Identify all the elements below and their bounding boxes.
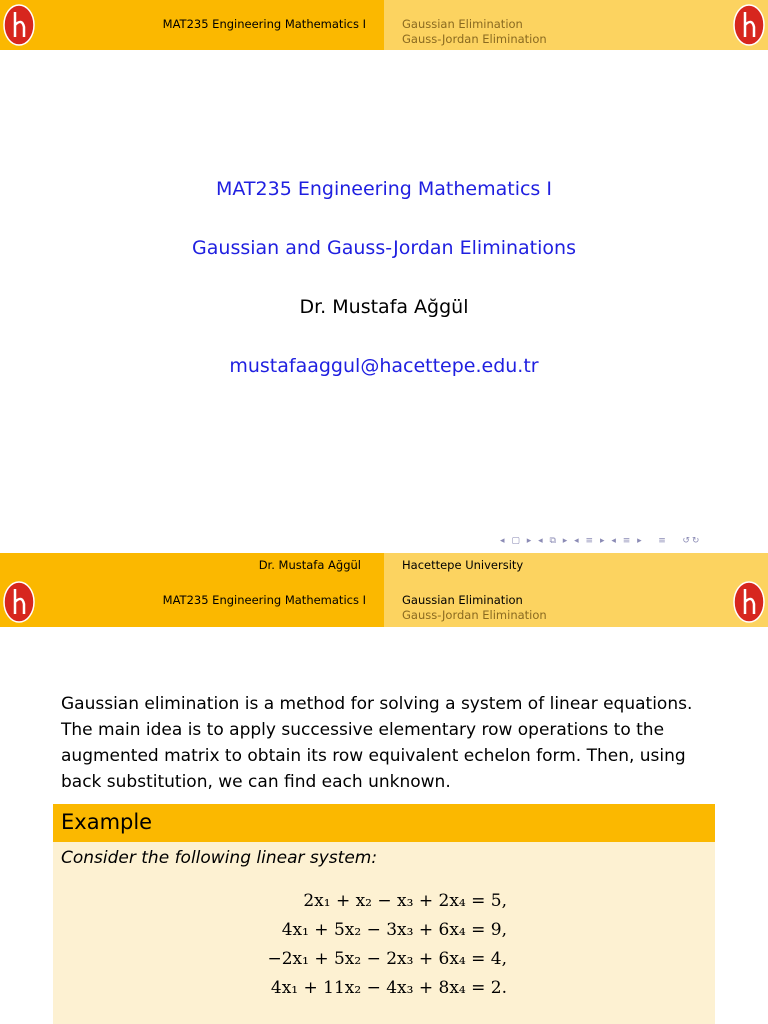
- equation: 4x₁ + 5x₂ − 3x₃ + 6x₄ = 9,: [281, 920, 507, 940]
- author-name: Dr. Mustafa Ağgül: [299, 296, 469, 318]
- hacettepe-logo-icon: [732, 3, 766, 47]
- hacettepe-logo-icon: [2, 580, 36, 624]
- intro-paragraph: Gaussian elimination is a method for solving a system of linear equations. The main idea is to apply successive elementary row operations to the augmented matrix to obtain its row equivalent echelon form. Then, using back substitution, we can find each unknown.: [61, 694, 693, 792]
- nav-gauss-jordan-elimination[interactable]: Gauss-Jordan Elimination: [402, 32, 547, 46]
- example-block: [53, 804, 715, 1024]
- equation: 2x₁ + x₂ − x₃ + 2x₄ = 5,: [303, 891, 507, 911]
- footer-institution: Hacettepe University: [402, 558, 524, 572]
- author-email[interactable]: mustafaaggul@hacettepe.edu.tr: [229, 355, 539, 377]
- example-body: [53, 842, 715, 1024]
- footer-author: Dr. Mustafa Ağgül: [258, 558, 361, 572]
- example-intro: Consider the following linear system:: [61, 848, 378, 868]
- presentation-title: MAT235 Engineering Mathematics I: [216, 178, 552, 200]
- nav-gaussian-elimination[interactable]: Gaussian Elimination: [402, 17, 523, 31]
- slide-header: [0, 577, 768, 627]
- hacettepe-logo-icon: [732, 580, 766, 624]
- nav-gaussian-elimination[interactable]: Gaussian Elimination: [402, 593, 523, 607]
- example-header: [53, 804, 715, 842]
- slide-header: [0, 0, 768, 50]
- header-course-title: MAT235 Engineering Mathematics I: [162, 593, 366, 607]
- nav-gauss-jordan-elimination[interactable]: Gauss-Jordan Elimination: [402, 608, 547, 622]
- presentation-subtitle: Gaussian and Gauss-Jordan Eliminations: [192, 237, 576, 259]
- content-slide: [0, 553, 768, 1024]
- header-course-title: MAT235 Engineering Mathematics I: [162, 17, 366, 31]
- equation: 4x₁ + 11x₂ − 4x₃ + 8x₄ = 2.: [270, 978, 507, 998]
- hacettepe-logo-icon: [2, 3, 36, 47]
- equation: −2x₁ + 5x₂ − 2x₃ + 6x₄ = 4,: [267, 949, 507, 969]
- slide-footer: [0, 553, 768, 577]
- beamer-navigation-icons[interactable]: ◂ ▢ ▸ ◂ ⧉ ▸ ◂ ≡ ▸ ◂ ≡ ▸ ≡ ↺↻: [500, 536, 702, 546]
- example-heading: Example: [61, 810, 153, 834]
